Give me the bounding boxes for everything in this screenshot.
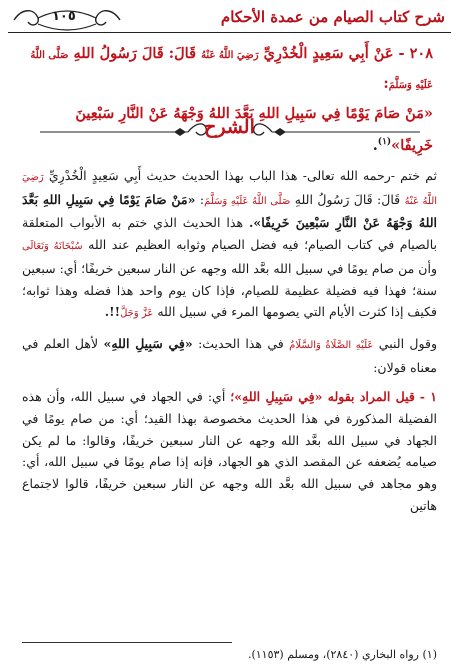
hadith-intro: قَالَ: قَالَ رَسُولُ اللهِ	[73, 45, 196, 62]
colon: :	[383, 75, 389, 92]
header-divider	[8, 32, 451, 33]
text-run: أي: في الجهاد في سبيل الله، وأن هذه الفضيلة المذكورة في هذا الحديث مخصوصة بهذا القيد؛ أي: من صام يومًا في الجهاد في سبيل الله بعَّد الله وجهه عن النار سبعين خريفًا، وقالوا: ما لم يكن صيامه يُضعفه عن المقصد الذي هو الجهاد، فإنه إذا صام يومًا في سبيل الله، أي: وهو مجاهد في سبيل الله بعَّد الله وجهه عن النار سبعين خريفًا، قالوا لاجتماع هاتين	[22, 389, 437, 513]
honorific: صَلَّى اللَّهُ عَلَيْهِ وَسَلَّمَ	[204, 195, 291, 207]
text-run: قَالَ: قَالَ رَسُولُ اللهِ	[294, 191, 401, 207]
quoted-hadith: «مَنْ صَامَ يَوْمًا فِي سَبِيلِ اللهِ بَعَّدَ اللهُ وَجْهَهُ عَنْ النَّارِ سَبْعِينَ خَرِيفًا».	[22, 191, 437, 231]
colon: :	[199, 191, 205, 207]
quoted-phrase: «فِي سَبِيلِ اللهِ»	[103, 335, 193, 351]
commentary-body	[22, 165, 437, 525]
section-heading	[0, 112, 459, 152]
text-run: وقول النبي	[378, 335, 437, 351]
footnote-divider	[22, 642, 232, 643]
list-number: ١ -	[419, 389, 437, 405]
honorific: عَزَّ وَجَلَّ	[120, 308, 154, 320]
hadith-number: ٢٠٨ -	[398, 45, 433, 62]
text-run: لأهل العلم في معناه قولان:	[22, 335, 437, 375]
text-run: ثم ختم -رحمه الله تعالى- هذا الباب بهذا الحديث حديث أَبِي سَعِيدٍ الْخُدْرِيِّ	[48, 168, 437, 183]
page-header	[8, 6, 451, 32]
narrator: عَنْ أَبِي سَعِيدٍ الْخُدْرِيِّ	[263, 45, 394, 62]
honorific: رَضِيَ اللَّهُ عَنْهُ	[201, 50, 259, 61]
text-run: وأن من صام يومًا في سبيل الله بعَّد الله وجهه عن النار سبعين خريفًا؛ أي: سبعين سنة؛ فهذا فيه فضيلة عظيمة للصيام، فإذا كان يوم واحد هذا فضله وهذا ثوابه؛ فكيف إذا كثرت الأيام التي يصومها المرء في سبيل الله	[22, 260, 437, 320]
honorific: رَضِيَ اللَّهُ عَنْهُ	[22, 172, 438, 207]
running-title: شرح كتاب الصيام من عمدة الأحكام	[220, 8, 445, 26]
paragraph	[22, 386, 437, 516]
page-number: ١٠٥	[52, 9, 76, 24]
hadith-matn: «مَنْ صَامَ يَوْمًا فِي سَبِيلِ اللهِ بَعَّدَ اللهُ وَجْهَهُ عَنْ النَّارِ سَبْعِينَ خَرِيفًا»	[75, 105, 433, 154]
footnote-ref[interactable]: (١)	[377, 137, 392, 147]
paragraph	[22, 165, 437, 325]
text-run: في هذا الحديث:	[198, 335, 284, 351]
paragraph	[22, 333, 437, 378]
text-run: هذا الحديث الذي ختم به الأبواب المتعلقة بالصيام في كتاب الصيام؛ فيه فضل الصيام وثوابه العظيم عند الله	[22, 215, 437, 253]
footnote: (١) رواه البخاري (٢٨٤٠)، ومسلم (١١٥٣).	[247, 648, 437, 661]
period: .	[372, 136, 378, 154]
point-lead: قيل المراد بقوله «فِي سَبِيلِ اللهِ»؛	[230, 389, 415, 405]
honorific: سُبْحَانَهُ وَتَعَالَى	[22, 241, 83, 253]
honorific: عَلَيْهِ الصَّلَاةُ وَالسَّلَامُ	[289, 339, 374, 351]
section-title: الشرح	[204, 116, 255, 138]
honorific: صَلَّى اللَّهُ عَلَيْهِ وَسَلَّمَ	[30, 50, 433, 91]
exclamation: !!.	[104, 304, 121, 320]
